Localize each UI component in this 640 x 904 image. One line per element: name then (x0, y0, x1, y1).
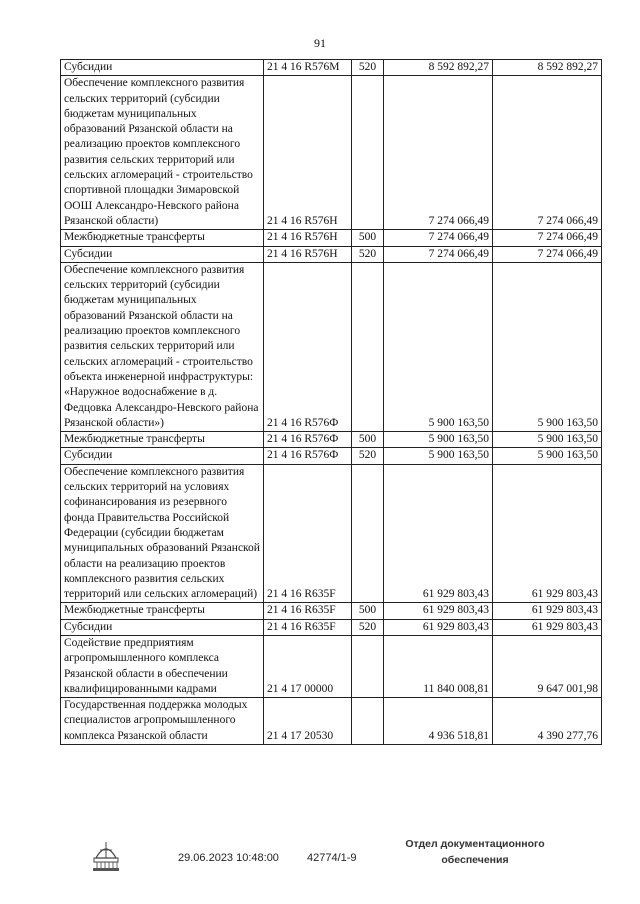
row-amount-2: 61 929 803,43 (493, 619, 602, 635)
row-amount-2: 5 900 163,50 (493, 448, 602, 464)
duma-emblem-icon (90, 838, 122, 872)
row-code: 21 4 16 R576Ф (264, 262, 352, 431)
footer-doc-number: 42774/1-9 (307, 852, 357, 864)
table-row (61, 60, 602, 76)
row-amount-1: 61 929 803,43 (384, 603, 493, 619)
row-code: 21 4 16 R635F (264, 619, 352, 635)
row-amount-2: 4 390 277,76 (493, 698, 602, 745)
row-code: 21 4 16 R576Ф (264, 448, 352, 464)
row-type (352, 76, 384, 230)
row-amount-1: 61 929 803,43 (384, 464, 493, 603)
row-name: Обеспечение комплексного развития сельских территорий (субсидии бюджетам муниципальных образований Рязанской области на реализацию проектов комплексного развития сельских территорий или сельских агломераций - строительство объекта инженерной инфраструктуры: «Наружное водоснабжение в д. Федцовка Александро-Невского района Рязанской области») (61, 262, 264, 431)
department-line-2: обеспечения (441, 854, 509, 866)
row-amount-2: 7 274 066,49 (493, 76, 602, 230)
row-amount-2: 5 900 163,50 (493, 262, 602, 431)
row-type (352, 698, 384, 745)
row-name: Субсидии (61, 246, 264, 262)
table-row (61, 230, 602, 246)
row-amount-2: 7 274 066,49 (493, 230, 602, 246)
row-code: 21 4 17 20530 (264, 698, 352, 745)
row-name: Государственная поддержка молодых специалистов агропромышленного комплекса Рязанской области (61, 698, 264, 745)
row-code: 21 4 17 00000 (264, 635, 352, 697)
row-name: Содействие предприятиям агропромышленного комплекса Рязанской области в обеспечении квалифицированными кадрами (61, 635, 264, 697)
row-amount-1: 7 274 066,49 (384, 230, 493, 246)
row-amount-2: 61 929 803,43 (493, 464, 602, 603)
row-type: 520 (352, 60, 384, 76)
row-amount-2: 7 274 066,49 (493, 246, 602, 262)
footer-department (395, 836, 555, 868)
department-line-1: Отдел документационного (405, 838, 545, 850)
row-name: Обеспечение комплексного развития сельских территорий (субсидии бюджетам муниципальных образований Рязанской области на реализацию проектов комплексного развития сельских территорий или сельских агломераций - строительство спортивной площадки Зимаровской ООШ Александро-Невского района Рязанской области) (61, 76, 264, 230)
row-type: 500 (352, 432, 384, 448)
row-amount-1: 5 900 163,50 (384, 262, 493, 431)
table-row (61, 464, 602, 603)
row-type (352, 464, 384, 603)
table-row (61, 603, 602, 619)
row-type: 520 (352, 246, 384, 262)
table-row (61, 635, 602, 697)
row-code: 21 4 16 R576Ф (264, 432, 352, 448)
row-type: 520 (352, 619, 384, 635)
row-name: Межбюджетные трансферты (61, 230, 264, 246)
row-type: 500 (352, 230, 384, 246)
footer-datetime: 29.06.2023 10:48:00 (178, 852, 279, 864)
row-type (352, 635, 384, 697)
table-row (61, 619, 602, 635)
row-name: Субсидии (61, 60, 264, 76)
row-name: Межбюджетные трансферты (61, 603, 264, 619)
row-amount-1: 7 274 066,49 (384, 246, 493, 262)
row-code: 21 4 16 R576H (264, 230, 352, 246)
table-row (61, 448, 602, 464)
row-amount-1: 5 900 163,50 (384, 432, 493, 448)
row-code: 21 4 16 R576M (264, 60, 352, 76)
row-type: 520 (352, 448, 384, 464)
row-type: 500 (352, 603, 384, 619)
row-amount-2: 9 647 001,98 (493, 635, 602, 697)
row-name: Субсидии (61, 619, 264, 635)
row-amount-1: 11 840 008,81 (384, 635, 493, 697)
budget-table (60, 59, 602, 745)
row-amount-1: 5 900 163,50 (384, 448, 493, 464)
table-row (61, 262, 602, 431)
row-code: 21 4 16 R576H (264, 246, 352, 262)
row-code: 21 4 16 R635F (264, 603, 352, 619)
table-row (61, 432, 602, 448)
row-name: Межбюджетные трансферты (61, 432, 264, 448)
row-type (352, 262, 384, 431)
table-row (61, 246, 602, 262)
row-amount-2: 8 592 892,27 (493, 60, 602, 76)
row-amount-2: 5 900 163,50 (493, 432, 602, 448)
row-code: 21 4 16 R635F (264, 464, 352, 603)
row-amount-1: 8 592 892,27 (384, 60, 493, 76)
table-row (61, 698, 602, 745)
row-amount-1: 7 274 066,49 (384, 76, 493, 230)
table-row (61, 76, 602, 230)
row-name: Обеспечение комплексного развития сельских территорий на условиях софинансирования из резервного фонда Правительства Российской Федерации (субсидии бюджетам муниципальных образований Рязанской области на реализацию проектов комплексного развития сельских территорий или сельских агломераций) (61, 464, 264, 603)
row-amount-1: 61 929 803,43 (384, 619, 493, 635)
row-amount-1: 4 936 518,81 (384, 698, 493, 745)
row-name: Субсидии (61, 448, 264, 464)
row-amount-2: 61 929 803,43 (493, 603, 602, 619)
page-number: 91 (314, 36, 326, 50)
row-code: 21 4 16 R576H (264, 76, 352, 230)
